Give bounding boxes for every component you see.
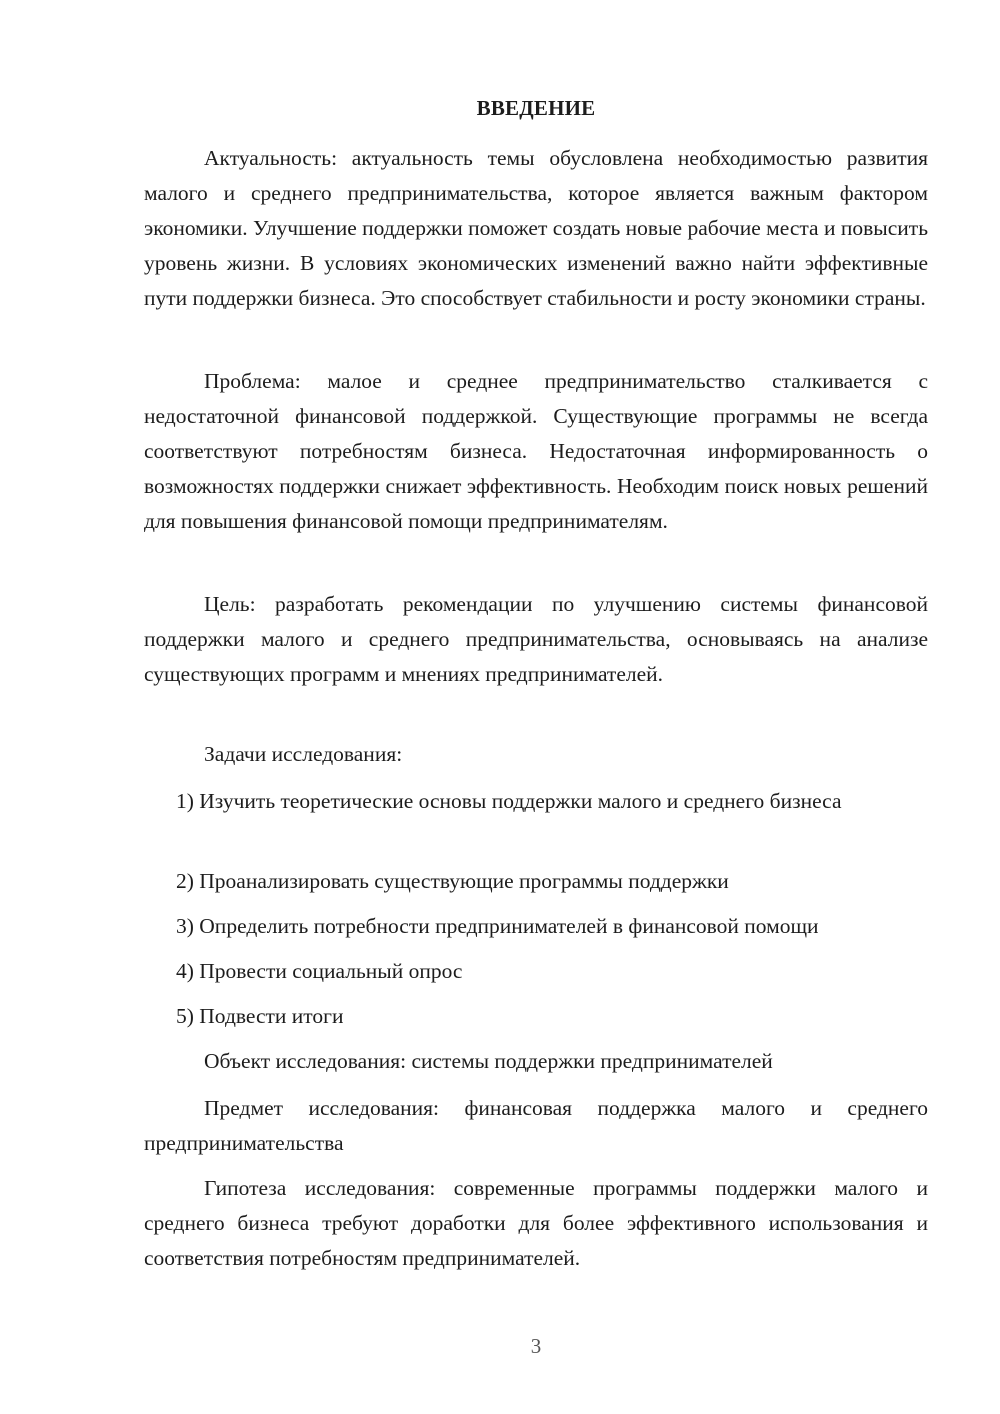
paragraph-actuality: Актуальность: актуальность темы обусловлена необходимостью развития малого и среднего предпринимательства, которое является важным фактором экономики. Улучшение поддержки поможет создать новые рабочие места и повысить уровень жизни. В условиях экономических изменений важно найти эффективные пути поддержки бизнеса. Это способствует стабильности и росту экономики страны. <box>144 146 928 310</box>
section-title: ВВЕДЕНИЕ <box>476 96 596 120</box>
paragraph-hypothesis: Гипотеза исследования: современные программы поддержки малого и среднего бизнеса требуют доработки для более эффективного использования и соответствия потребностям предпринимателей. <box>144 1176 928 1270</box>
task-item-4: 4) Провести социальный опрос <box>176 959 463 983</box>
page-number: 3 <box>530 1334 542 1358</box>
paragraph-object: Объект исследования: системы поддержки предпринимателей <box>204 1049 773 1073</box>
paragraph-subject: Предмет исследования: финансовая поддержка малого и среднего предпринимательства <box>144 1096 928 1155</box>
paragraph-problem: Проблема: малое и среднее предпринимательство сталкивается с недостаточной финансовой поддержкой. Существующие программы не всегда соответствуют потребностям бизнеса. Недостаточная информированность о возможностях поддержки снижает эффективность. Необходим поиск новых решений для повышения финансовой помощи предпринимателям. <box>144 369 928 533</box>
task-item-3: 3) Определить потребности предпринимателей в финансовой помощи <box>176 914 819 938</box>
task-item-5: 5) Подвести итоги <box>176 1004 344 1028</box>
task-item-2: 2) Проанализировать существующие программы поддержки <box>176 869 729 893</box>
paragraph-goal: Цель: разработать рекомендации по улучшению системы финансовой поддержки малого и среднего предпринимательства, основываясь на анализе существующих программ и мнениях предпринимателей. <box>144 592 928 686</box>
task-item-1: 1) Изучить теоретические основы поддержки малого и среднего бизнеса <box>176 789 842 813</box>
tasks-heading: Задачи исследования: <box>204 742 403 766</box>
